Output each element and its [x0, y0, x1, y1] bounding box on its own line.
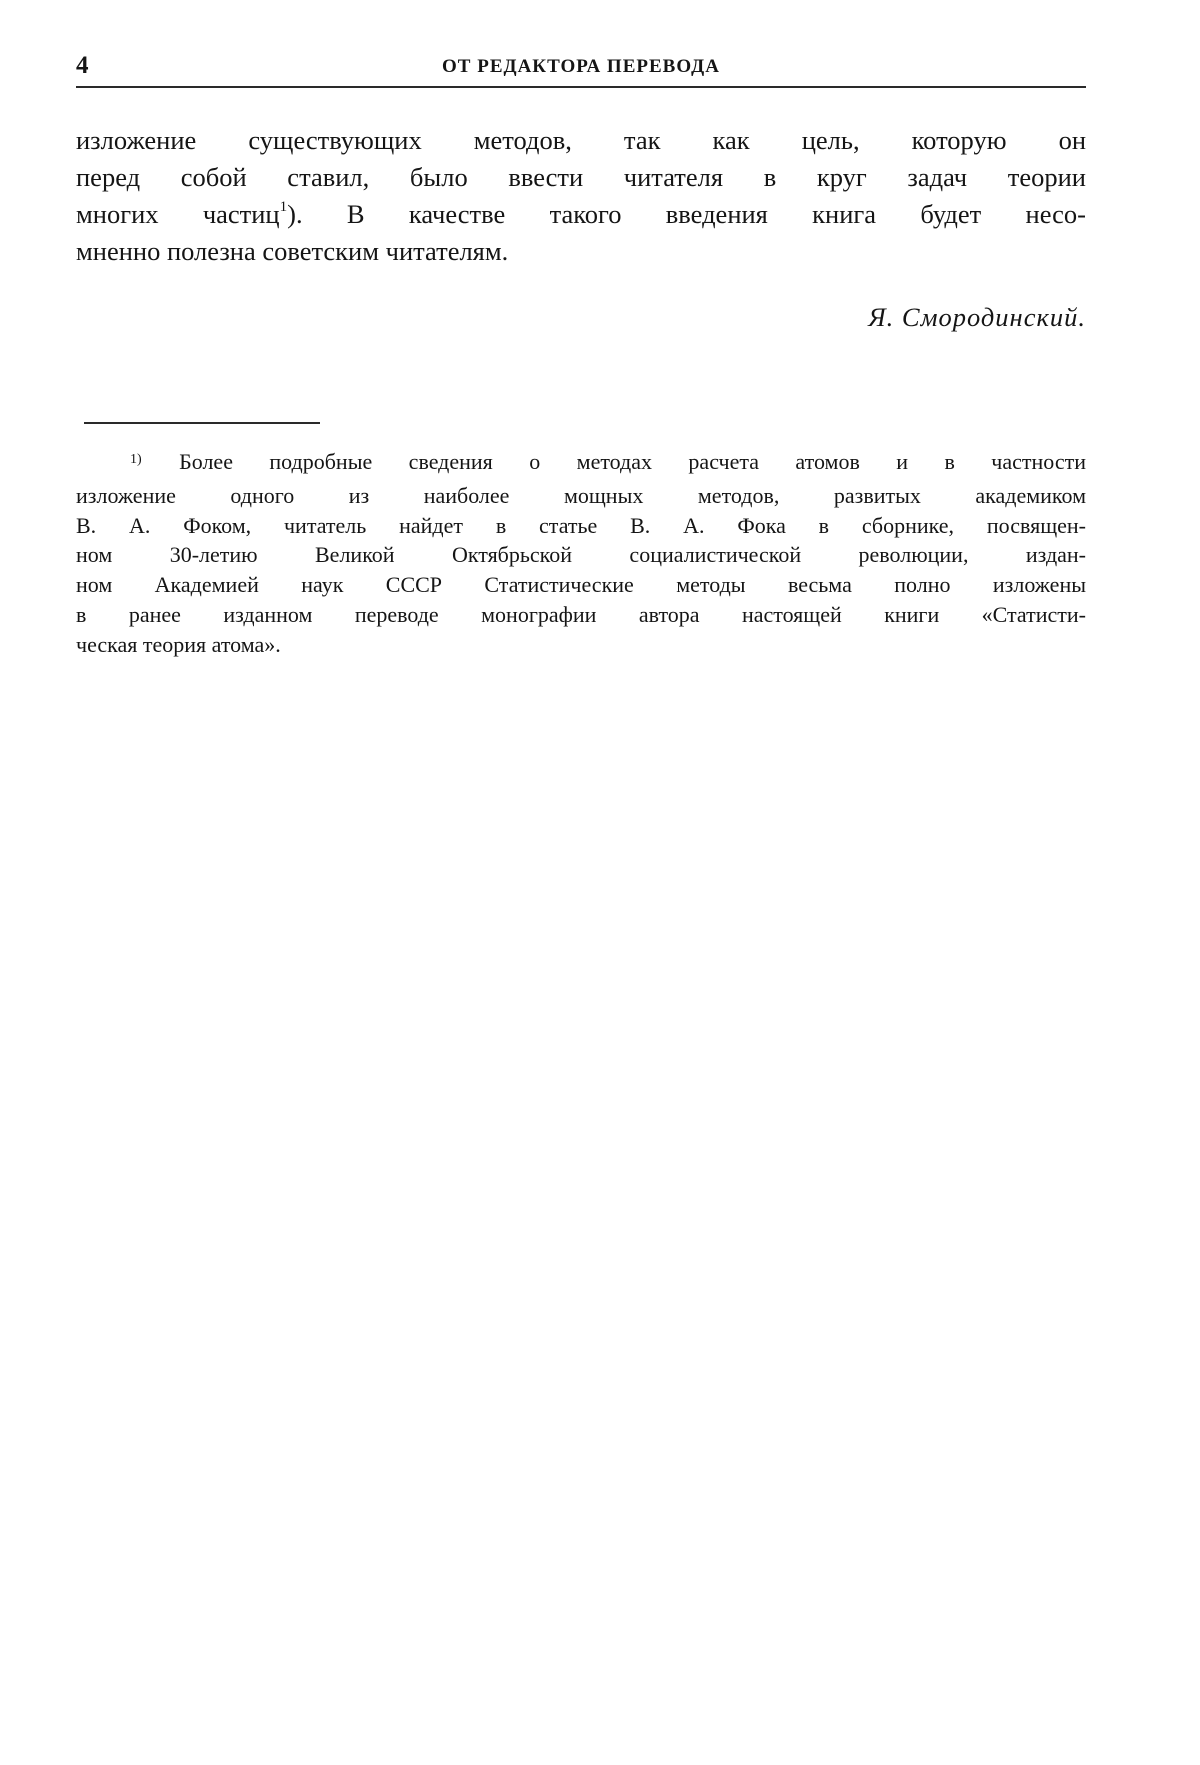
footnote-line: ном 30-летию Великой Октябрьской социалистической революции, издан- — [76, 542, 1086, 568]
body-line-part: многих частиц — [76, 199, 280, 229]
footnote — [76, 447, 1086, 660]
footnote-line: В. А. Фоком, читатель найдет в статье В. А. Фока в сборнике, посвящен- — [76, 512, 1086, 538]
body-line-part: ). В качестве такого введения книга будет несо- — [287, 199, 1086, 229]
running-title: ОТ РЕДАКТОРА ПЕРЕВОДА — [442, 56, 720, 77]
body-line: изложение существующих методов, так как цель, которую он — [76, 125, 1086, 155]
footnote-line — [76, 447, 1086, 481]
footnote-rule — [84, 422, 320, 424]
body-line: мненно полезна советским читателям. — [76, 236, 509, 266]
signature: Я. Смородинский. — [868, 302, 1086, 332]
footnote-line: ческая теория атома». — [76, 631, 281, 657]
footnote-line: ном Академией наук СССР Статистические методы весьма полно изложены — [76, 572, 1086, 598]
header-rule — [76, 86, 1086, 88]
body-line — [76, 196, 1086, 233]
footnote-line: изложение одного из наиболее мощных методов, развитых академиком — [76, 482, 1086, 508]
footnote-reference: 1 — [279, 199, 288, 216]
footnote-line-text: Более подробные сведения о методах расчета атомов и в частности — [179, 449, 1086, 474]
body-paragraph — [76, 122, 1086, 270]
footnote-line: в ранее изданном переводе монографии автора настоящей книги «Статисти- — [76, 601, 1086, 627]
page-number: 4 — [76, 52, 89, 79]
body-line: перед собой ставил, было ввести читателя в круг задач теории — [76, 162, 1086, 192]
page-header — [76, 52, 1086, 84]
footnote-marker: 1) — [130, 452, 142, 467]
